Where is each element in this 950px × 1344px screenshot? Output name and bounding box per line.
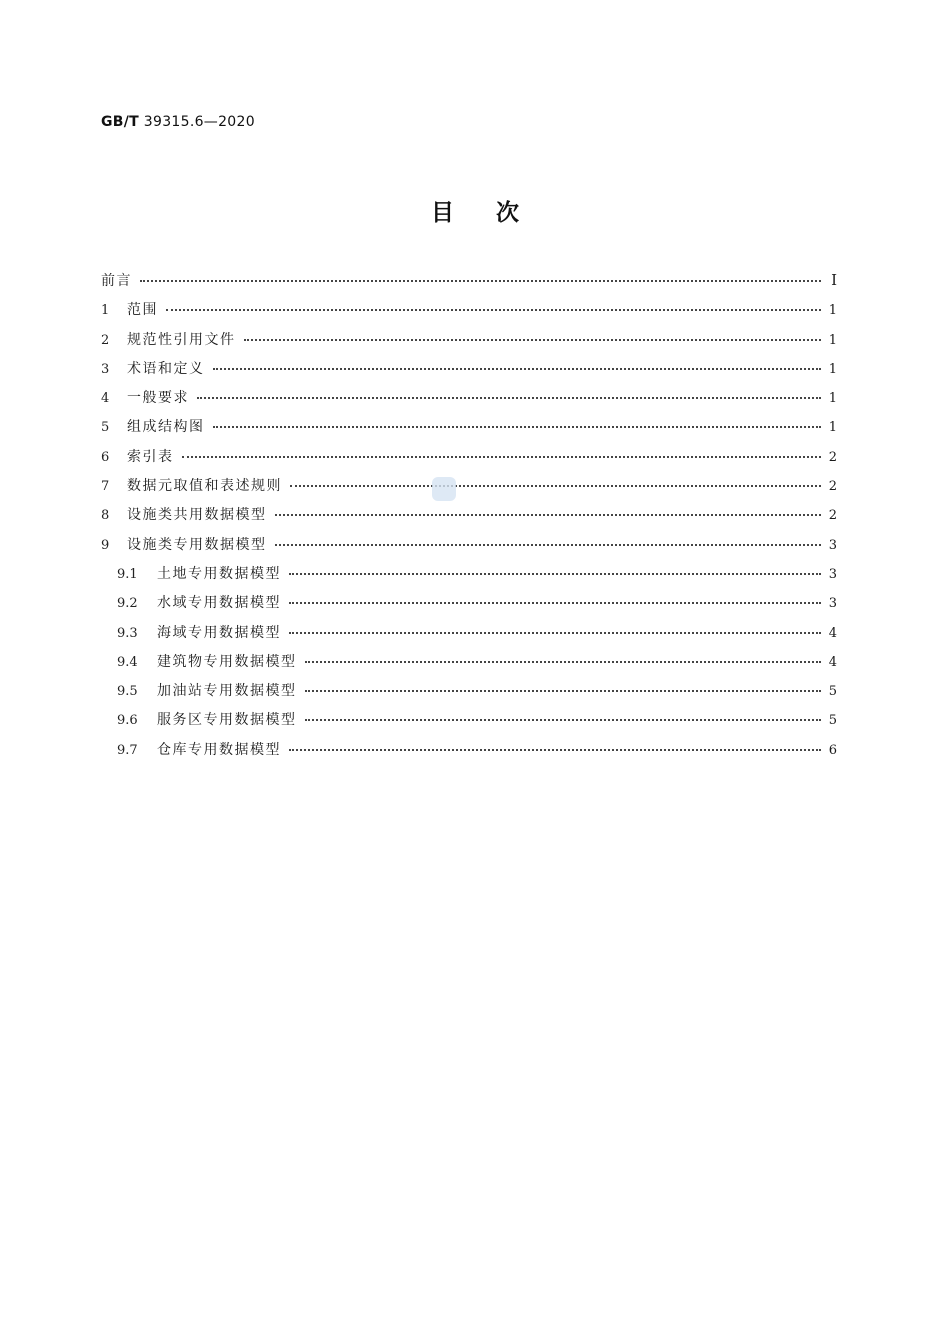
toc-entry-label: 术语和定义 bbox=[127, 360, 205, 377]
toc-entry-page: 6 bbox=[828, 742, 837, 758]
toc-entry-9-2[interactable] bbox=[101, 592, 837, 621]
dot-leader bbox=[289, 573, 821, 575]
dot-leader bbox=[289, 602, 821, 604]
toc-entry-label: 范围 bbox=[127, 302, 158, 319]
toc-entry-label: 土地专用数据模型 bbox=[157, 565, 281, 582]
toc-entry-number: 6 bbox=[101, 449, 110, 465]
dot-leader bbox=[182, 456, 821, 458]
toc-entry-1[interactable] bbox=[101, 299, 837, 328]
toc-entry-page: 1 bbox=[828, 303, 837, 319]
toc-entry-number: 9.7 bbox=[117, 742, 138, 758]
dot-leader bbox=[305, 661, 821, 663]
toc-entry-page: 3 bbox=[828, 537, 837, 553]
toc-entry-number: 9.3 bbox=[117, 625, 138, 641]
dot-leader bbox=[275, 544, 821, 546]
standard-number: 39315.6—2020 bbox=[143, 114, 255, 130]
toc-entry-page: 3 bbox=[828, 596, 837, 612]
dot-leader bbox=[213, 426, 821, 428]
toc-entry-9-3[interactable] bbox=[101, 622, 837, 651]
toc-entry-page: 5 bbox=[828, 684, 837, 700]
toc-entry-preface[interactable] bbox=[101, 270, 837, 299]
standard-prefix: GB/T bbox=[101, 114, 140, 130]
toc-entry-label: 加油站专用数据模型 bbox=[157, 683, 297, 700]
page-title: 目次 bbox=[431, 200, 561, 226]
dot-leader bbox=[305, 690, 821, 692]
dot-leader bbox=[197, 397, 821, 399]
dot-leader bbox=[289, 749, 821, 751]
toc-entry-9-4[interactable] bbox=[101, 651, 837, 680]
toc-entry-6[interactable] bbox=[101, 446, 837, 475]
toc-entry-9[interactable] bbox=[101, 534, 837, 563]
toc-entry-4[interactable] bbox=[101, 387, 837, 416]
toc-entry-9-5[interactable] bbox=[101, 680, 837, 709]
toc-entry-3[interactable] bbox=[101, 358, 837, 387]
toc-entry-number: 9 bbox=[101, 537, 110, 553]
toc-entry-label: 建筑物专用数据模型 bbox=[157, 653, 297, 670]
toc-entry-label: 数据元取值和表述规则 bbox=[127, 478, 282, 495]
toc-entry-number: 2 bbox=[101, 332, 110, 348]
toc-entry-number: 9.4 bbox=[117, 654, 138, 670]
toc-entry-9-6[interactable] bbox=[101, 709, 837, 738]
toc-entry-number: 9.1 bbox=[117, 566, 138, 582]
toc-entry-page: 4 bbox=[828, 625, 837, 641]
dot-leader bbox=[166, 309, 821, 311]
dot-leader bbox=[213, 368, 821, 370]
toc-entry-number: 7 bbox=[101, 479, 110, 495]
toc-entry-label: 水域专用数据模型 bbox=[157, 595, 281, 612]
toc-entry-page: 2 bbox=[828, 479, 837, 495]
toc-entry-page: 2 bbox=[828, 449, 837, 465]
dot-leader bbox=[290, 485, 821, 487]
toc-entry-number: 3 bbox=[101, 361, 110, 377]
dot-leader bbox=[305, 719, 821, 721]
toc-entry-page: 4 bbox=[828, 654, 837, 670]
toc-entry-number: 9.5 bbox=[117, 684, 138, 700]
toc-entry-5[interactable] bbox=[101, 416, 837, 445]
toc-entry-page: 1 bbox=[828, 361, 837, 377]
watermark-logo-icon bbox=[432, 477, 456, 501]
toc-entry-page: 3 bbox=[828, 566, 837, 582]
toc-entry-page: 5 bbox=[828, 713, 837, 729]
toc-entry-page: 1 bbox=[828, 332, 837, 348]
standard-code bbox=[101, 114, 255, 130]
toc-entry-number: 8 bbox=[101, 508, 110, 524]
toc-entry-9-7[interactable] bbox=[101, 739, 837, 768]
toc-entry-label: 规范性引用文件 bbox=[127, 331, 236, 348]
toc-entry-7[interactable] bbox=[101, 475, 837, 504]
toc-entry-page: 1 bbox=[828, 420, 837, 436]
dot-leader bbox=[289, 632, 821, 634]
toc-entry-2[interactable] bbox=[101, 329, 837, 358]
dot-leader bbox=[244, 339, 821, 341]
dot-leader bbox=[275, 514, 821, 516]
toc-entry-number: 9.2 bbox=[117, 596, 138, 612]
dot-leader bbox=[140, 280, 821, 282]
toc-entry-label: 服务区专用数据模型 bbox=[157, 712, 297, 729]
toc-entry-page: 2 bbox=[828, 508, 837, 524]
toc-entry-label: 设施类共用数据模型 bbox=[127, 507, 267, 524]
toc-entry-label: 海域专用数据模型 bbox=[157, 624, 281, 641]
toc-entry-number: 5 bbox=[101, 420, 110, 436]
toc-entry-page: Ⅰ bbox=[831, 271, 837, 289]
toc-entry-label: 组成结构图 bbox=[127, 419, 205, 436]
toc-entry-number: 4 bbox=[101, 391, 110, 407]
toc-entry-label: 一般要求 bbox=[127, 390, 189, 407]
toc-entry-page: 1 bbox=[828, 391, 837, 407]
toc-entry-label: 前言 bbox=[101, 273, 132, 289]
toc-entry-8[interactable] bbox=[101, 504, 837, 533]
toc-entry-label: 索引表 bbox=[127, 448, 174, 465]
toc-entry-label: 设施类专用数据模型 bbox=[127, 536, 267, 553]
toc-entry-number: 1 bbox=[101, 303, 110, 319]
toc-entry-9-1[interactable] bbox=[101, 563, 837, 592]
table-of-contents bbox=[101, 270, 837, 768]
toc-entry-number: 9.6 bbox=[117, 713, 138, 729]
toc-entry-label: 仓库专用数据模型 bbox=[157, 741, 281, 758]
